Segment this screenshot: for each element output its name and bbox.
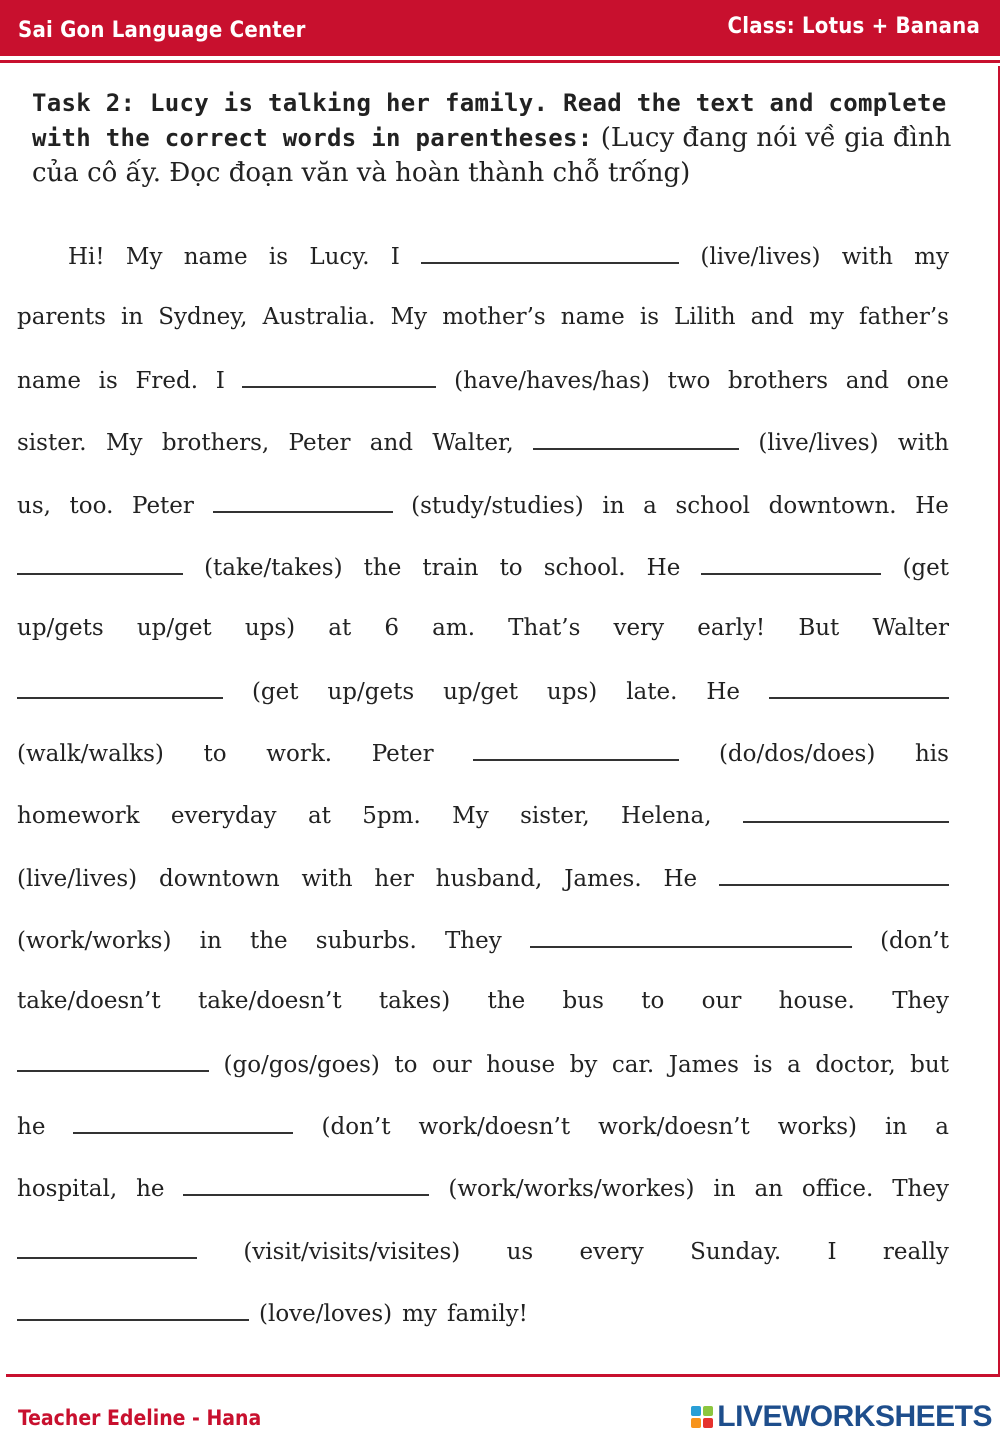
passage-line (17, 1108, 949, 1142)
passage-line (17, 549, 949, 583)
passage-word: school. (543, 555, 626, 581)
passage-word: That’s (508, 615, 581, 641)
passage-line (17, 487, 949, 521)
passage-word: Sydney, (158, 304, 248, 330)
task-heading: Task 2: Lucy is talking her family. Read the text and complete with the correct words in parentheses: (32, 89, 947, 152)
passage-word: the (363, 555, 402, 581)
passage-word: up/get (443, 679, 518, 705)
passage-word: (live/lives) (700, 244, 821, 270)
liveworksheets-icon (691, 1406, 713, 1428)
passage-word: Helena, (621, 803, 712, 829)
passage-word: us, (17, 493, 51, 519)
passage-word: downtown (158, 866, 280, 892)
passage-word: Lilith (674, 304, 736, 330)
passage-word: is (639, 304, 660, 330)
passage-word: to (641, 988, 665, 1014)
passage-word: Peter (288, 430, 351, 456)
passage-line (17, 860, 949, 894)
passage-word: husband, (435, 866, 543, 892)
passage-word: sister. (17, 430, 87, 456)
passage-word: 5pm. (362, 803, 421, 829)
passage-word: with (841, 244, 893, 270)
passage-word: doctor, (815, 1052, 896, 1078)
passage-word: a (935, 1114, 949, 1140)
passage-word: but (910, 1052, 949, 1078)
passage-word: in (713, 1176, 736, 1202)
passage-word: They (892, 1176, 949, 1202)
passage-word: I (827, 1239, 837, 1265)
passage-word: works) (777, 1114, 857, 1140)
passage-word: take/doesn’t (197, 988, 342, 1014)
answer-blank[interactable] (701, 549, 881, 575)
passage-word: my (914, 244, 949, 270)
passage-line (17, 673, 949, 707)
passage-word: (love/loves) (259, 1301, 393, 1327)
passage-line (17, 797, 949, 831)
passage-word: (live/lives) (758, 430, 879, 456)
passage-word: work. (266, 741, 333, 767)
passage-word: mother’s (442, 304, 546, 330)
passage-word: ups) (244, 615, 296, 641)
passage-word: in (885, 1114, 908, 1140)
teacher-name: Teacher Edeline - Hana (18, 1406, 262, 1430)
passage-line (17, 1170, 949, 1204)
answer-blank[interactable] (421, 238, 679, 264)
passage-word: us (506, 1239, 534, 1265)
passage-line (17, 984, 949, 1018)
passage-line (17, 1295, 949, 1329)
passage-word: car. (611, 1052, 655, 1078)
passage-word: (visit/visits/visites) (243, 1239, 461, 1265)
passage-line (17, 1046, 949, 1080)
passage-word: up/gets (327, 679, 415, 705)
passage-word: he (136, 1176, 165, 1202)
passage-word: office. (801, 1176, 874, 1202)
passage-word: am. (432, 615, 476, 641)
passage-word: My (105, 430, 143, 456)
passage-word: But (798, 615, 840, 641)
passage-word: a (643, 493, 657, 519)
answer-blank[interactable] (473, 735, 679, 761)
passage-word: My (125, 244, 163, 270)
passage-word: he (17, 1114, 46, 1140)
passage-word: They (444, 928, 502, 954)
answer-blank[interactable] (213, 487, 393, 513)
passage-word: at (328, 615, 352, 641)
passage-word: downtown. (768, 493, 897, 519)
passage-word: is (753, 1052, 773, 1078)
passage-line (17, 735, 949, 769)
passage-word: and (750, 304, 794, 330)
passage-word: in (199, 928, 222, 954)
passage-line (17, 424, 949, 458)
passage-word: Hi! (68, 244, 105, 270)
passage-word: with (897, 430, 949, 456)
answer-blank[interactable] (17, 1046, 209, 1072)
passage-word: his (914, 741, 949, 767)
passage-word: Peter (132, 493, 194, 519)
passage-line (17, 300, 949, 334)
passage-word: our (701, 988, 742, 1014)
liveworksheets-logo (691, 1400, 992, 1434)
answer-blank[interactable] (530, 922, 852, 948)
passage-word: is (98, 368, 118, 394)
passage-word: bus (562, 988, 604, 1014)
passage-word: I (390, 244, 400, 270)
passage-word: (don’t (880, 928, 949, 954)
passage-word: (walk/walks) (17, 741, 164, 767)
footer-divider (6, 1374, 1000, 1377)
passage-word: James. (564, 866, 642, 892)
passage-word: They (892, 988, 949, 1014)
passage-word: name (17, 368, 81, 394)
passage-line (17, 922, 949, 956)
passage-line (68, 238, 949, 272)
passage-word: father’s (858, 304, 949, 330)
passage-word: to (203, 741, 227, 767)
passage-word: two (667, 368, 711, 394)
passage-word: homework (17, 803, 140, 829)
passage-line (17, 611, 949, 645)
answer-blank[interactable] (743, 797, 949, 823)
passage-line (17, 362, 949, 396)
passage-word: up/get (136, 615, 212, 641)
passage-word: name (183, 244, 248, 270)
passage-word: to (499, 555, 523, 581)
passage-word: a (787, 1052, 801, 1078)
center-name: Sai Gon Language Center (18, 18, 306, 43)
passage-word: (work/works) (17, 928, 172, 954)
passage-word: (work/works/workes) (448, 1176, 695, 1202)
passage-word: sister, (520, 803, 590, 829)
passage-line (17, 1233, 949, 1267)
passage-word: Peter (371, 741, 434, 767)
answer-blank[interactable] (242, 362, 436, 388)
passage-word: parents (17, 304, 106, 330)
passage-word: my (809, 304, 844, 330)
passage-word: (don’t (321, 1114, 391, 1140)
answer-blank[interactable] (73, 1108, 293, 1134)
passage-word: an (754, 1176, 783, 1202)
task-translation: (Lucy đang nói về gia đình của cô ấy. Đọc đoạn văn và hoàn thành chỗ trống) (32, 123, 952, 188)
passage-word: (have/haves/has) (454, 368, 650, 394)
passage-word: in (602, 493, 625, 519)
passage-word: Lucy. (309, 244, 370, 270)
passage-word: Walter, (432, 430, 514, 456)
passage-word: name (560, 304, 625, 330)
header-bar (0, 0, 1000, 56)
passage-word: my (402, 1301, 437, 1327)
passage-word: Sunday. (690, 1239, 782, 1265)
passage-word: ups) (546, 679, 598, 705)
passage-word: is (268, 244, 289, 270)
answer-blank[interactable] (719, 860, 949, 886)
passage-word: work/doesn’t (598, 1114, 750, 1140)
passage-word: (do/dos/does) (718, 741, 876, 767)
passage-word: My (452, 803, 489, 829)
passage-word: suburbs. (315, 928, 417, 954)
passage-word: Fred. (135, 368, 199, 394)
passage-word: hospital, (17, 1176, 118, 1202)
passage-word: I (215, 368, 225, 394)
passage-word: everyday (170, 803, 277, 829)
passage-word: (get (902, 555, 949, 581)
passage-word: house. (778, 988, 855, 1014)
answer-blank[interactable] (17, 549, 183, 575)
passage-word: brothers, (161, 430, 270, 456)
passage-word: too. (69, 493, 114, 519)
passage-word: (take/takes) (204, 555, 343, 581)
passage-word: by (569, 1052, 598, 1078)
answer-blank[interactable] (183, 1170, 429, 1196)
passage-word: 6 (384, 615, 400, 641)
answer-blank[interactable] (533, 424, 739, 450)
passage-word: (go/gos/goes) (223, 1052, 380, 1078)
passage-word: every (579, 1239, 644, 1265)
passage-word: (live/lives) (17, 866, 138, 892)
passage-word: (study/studies) (411, 493, 584, 519)
passage-word: at (307, 803, 331, 829)
passage-word: with (301, 866, 353, 892)
passage-word: in (121, 304, 144, 330)
passage-word: and (369, 430, 414, 456)
passage-word: family! (446, 1301, 528, 1327)
passage-word: He (646, 555, 681, 581)
passage-word: our (432, 1052, 472, 1078)
passage-word: He (663, 866, 698, 892)
passage-word: very (613, 615, 665, 641)
passage-word: school (675, 493, 751, 519)
passage-word: My (390, 304, 428, 330)
task-instructions (32, 86, 957, 191)
passage-word: and (845, 368, 889, 394)
passage-word: the (249, 928, 288, 954)
class-name: Class: Lotus + Banana (727, 14, 980, 39)
passage-word: the (487, 988, 526, 1014)
answer-blank[interactable] (769, 673, 949, 699)
answer-blank[interactable] (17, 1233, 197, 1259)
passage-word: house (486, 1052, 556, 1078)
passage-word: He (915, 493, 949, 519)
passage-word: James (668, 1052, 739, 1078)
passage-word: takes) (378, 988, 451, 1014)
passage-word: really (882, 1239, 949, 1265)
passage-word: take/doesn’t (17, 988, 161, 1014)
passage-word: late. (626, 679, 678, 705)
passage-word: up/gets (17, 615, 104, 641)
passage-word: work/doesn’t (418, 1114, 571, 1140)
passage-word: train (422, 555, 479, 581)
passage-word: early! (697, 615, 766, 641)
passage-word: one (906, 368, 949, 394)
passage-word: to (394, 1052, 418, 1078)
passage-word: (get (251, 679, 299, 705)
passage-word: Australia. (262, 304, 376, 330)
brand-name: LIVEWORKSHEETS (717, 1400, 992, 1433)
answer-blank[interactable] (17, 1295, 249, 1321)
passage-word: Walter (872, 615, 949, 641)
passage-word: her (374, 866, 414, 892)
answer-blank[interactable] (17, 673, 223, 699)
header-divider (0, 60, 1000, 63)
passage-word: brothers (728, 368, 829, 394)
passage-word: He (706, 679, 741, 705)
